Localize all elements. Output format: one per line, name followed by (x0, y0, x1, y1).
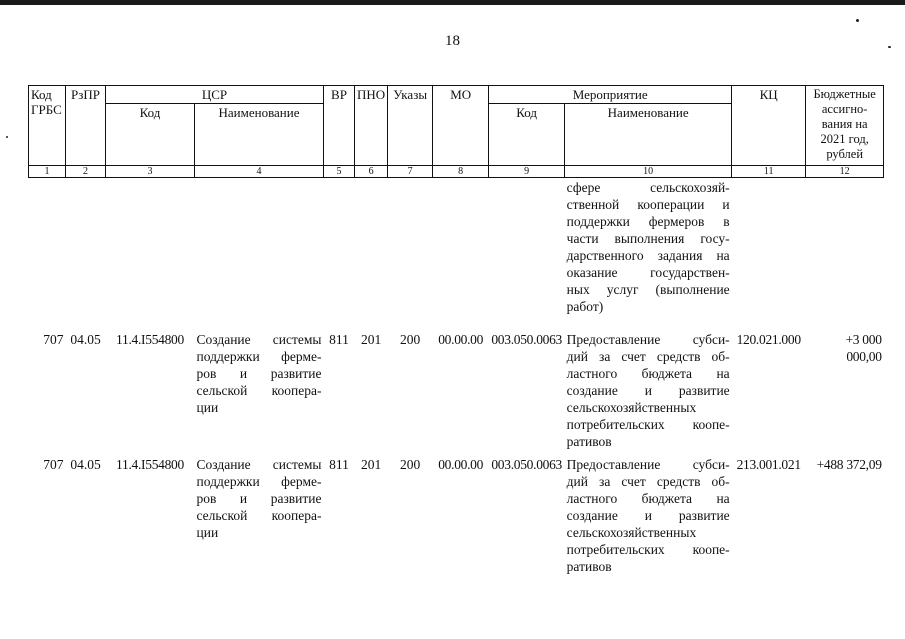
mer-name-line: ластного бюджета на (566, 491, 730, 506)
mer-name-line: сельскохозяйственных (566, 525, 697, 540)
mer-name-line: создание и развитие (566, 383, 730, 398)
scan-speck (856, 19, 859, 22)
continuation-line: работ) (566, 299, 604, 314)
table-row (29, 456, 884, 575)
continuation-line: поддержки фермеров в (566, 214, 730, 229)
col-number: 7 (388, 166, 433, 178)
cell-mo: 00.00.00 (438, 332, 484, 347)
col-number: 2 (66, 166, 106, 178)
col-number: 3 (106, 166, 195, 178)
col-header-mer-name: Наименование (565, 104, 732, 166)
col-number: 5 (324, 166, 355, 178)
col-number: 1 (29, 166, 66, 178)
csr-name-line: ции (196, 400, 219, 415)
cell-kc: 120.021.000 (736, 332, 801, 347)
mer-name-line: потребительских коопе- (566, 542, 730, 557)
mer-name-line: Предоставление субси- (566, 457, 730, 472)
col-number: 8 (433, 166, 489, 178)
continuation-line: сфере сельскохозяй- (566, 180, 730, 195)
cell-kc: 213.001.021 (736, 457, 801, 472)
cell-grbs: 707 (43, 457, 64, 472)
csr-name-line: ции (196, 525, 219, 540)
mer-name-line: ративов (566, 559, 612, 574)
cell-mer-kod: 003.050.0063 (491, 457, 562, 472)
col-header-vr: ВР (324, 86, 355, 166)
col-header-kod-grbs: Код ГРБС (29, 86, 66, 166)
budget-table (28, 85, 884, 575)
cell-grbs: 707 (43, 332, 64, 347)
col-number: 9 (489, 166, 565, 178)
table-row (29, 331, 884, 456)
mer-name-line: дий за счет средств об- (566, 474, 730, 489)
col-header-ukazy: Указы (388, 86, 433, 166)
cell-pno: 201 (360, 332, 382, 347)
cell-amount: +488 372,09 (816, 457, 882, 472)
cell-pno: 201 (360, 457, 382, 472)
cell-ukazy: 200 (400, 332, 421, 347)
cell-amount: +3 000 000,00 (845, 332, 882, 364)
col-number: 10 (565, 166, 732, 178)
col-number: 6 (355, 166, 388, 178)
csr-name-line: сельской коопера- (196, 383, 322, 398)
col-header-mer-kod: Код (489, 104, 565, 166)
csr-name-line: поддержки ферме- (196, 474, 322, 489)
csr-name-line: ров и развитие (196, 366, 322, 381)
csr-name-line: ров и развитие (196, 491, 322, 506)
page-number: 18 (445, 33, 460, 49)
mer-name-line: ративов (566, 434, 612, 449)
cell-rzpr: 04.05 (70, 457, 101, 472)
col-header-meropriyatie: Мероприятие (489, 86, 732, 104)
col-header-pno: ПНО (355, 86, 388, 166)
col-header-csr-name: Наименование (195, 104, 324, 166)
cell-csr-name (195, 456, 324, 575)
continuation-line: ных услуг (выполнение (566, 282, 730, 297)
col-header-budget: Бюджетные ассигно-вания на 2021 год, рублей (806, 86, 884, 166)
cell-vr: 811 (329, 457, 349, 472)
scan-speck (6, 136, 8, 138)
scan-speck (888, 46, 891, 48)
cell-csr-name (195, 331, 324, 456)
cell-mer-kod: 003.050.0063 (491, 332, 562, 347)
mer-name-line: сельскохозяйственных (566, 400, 697, 415)
continuation-line: оказание государствен- (566, 265, 730, 280)
continuation-line: части выполнения госу- (566, 231, 730, 246)
csr-name-line: поддержки ферме- (196, 349, 322, 364)
cell-ukazy: 200 (400, 457, 421, 472)
mer-name-line: Предоставление субси- (566, 332, 730, 347)
continuation-row (29, 178, 884, 332)
csr-name-line: Создание системы (196, 457, 322, 472)
top-border-line (0, 0, 905, 5)
col-header-kc: КЦ (732, 86, 806, 166)
continuation-cell (565, 178, 732, 332)
cell-csr-kod: 11.4.I554800 (116, 332, 184, 347)
cell-vr: 811 (329, 332, 349, 347)
header-row-top (29, 86, 884, 104)
mer-name-line: потребительских коопе- (566, 417, 730, 432)
continuation-line: ственной кооперации и (566, 197, 730, 212)
col-header-csr: ЦСР (106, 86, 324, 104)
column-number-row (29, 166, 884, 178)
cell-rzpr: 04.05 (70, 332, 101, 347)
col-header-csr-kod: Код (106, 104, 195, 166)
col-header-rzpr: РзПР (66, 86, 106, 166)
cell-mer-name (565, 331, 732, 456)
col-number: 11 (732, 166, 806, 178)
cell-csr-kod: 11.4.I554800 (116, 457, 184, 472)
col-number: 12 (806, 166, 884, 178)
csr-name-line: Создание системы (196, 332, 322, 347)
cell-mer-name (565, 456, 732, 575)
col-number: 4 (195, 166, 324, 178)
col-header-mo: МО (433, 86, 489, 166)
cell-mo: 00.00.00 (438, 457, 484, 472)
mer-name-line: ластного бюджета на (566, 366, 730, 381)
continuation-line: дарственного задания на (566, 248, 730, 263)
mer-name-line: создание и развитие (566, 508, 730, 523)
mer-name-line: дий за счет средств об- (566, 349, 730, 364)
csr-name-line: сельской коопера- (196, 508, 322, 523)
